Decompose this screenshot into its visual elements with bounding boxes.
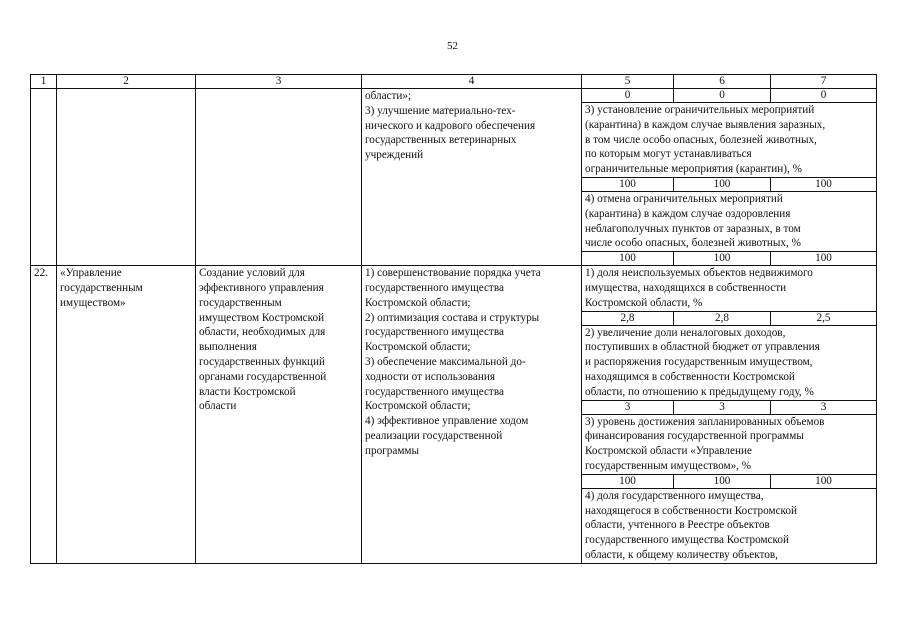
page-number: 52	[447, 40, 458, 52]
tasks-cell: области»; 3) улучшение материально-тех- нического и кадрового обеспечения государственных ветеринарных учреждений	[362, 89, 582, 266]
values-row: 2,8 2,8 2,5	[582, 312, 876, 326]
header-cell: 5	[582, 75, 674, 89]
header-cell: 6	[674, 75, 771, 89]
num-cell: 22.	[31, 266, 57, 564]
indicator-text: 4) отмена ограничительных мероприятий (карантина) в каждом случае оздоровления неблагополучных пунктов от заразных, в том числе особо опасных, болезней животных, %	[582, 192, 876, 252]
goal-cell: Создание условий для эффективного управления государственным имуществом Костромской области, необходимых для выполнения государственных функций органами государственной власти Костромской области	[196, 266, 362, 564]
indicators-cell	[582, 266, 877, 564]
indicator-text: 1) доля неиспользуемых объектов недвижимого имущества, находящихся в собственности Костромской области, %	[582, 266, 876, 311]
goal-cell	[196, 89, 362, 266]
program-table	[30, 74, 877, 564]
header-cell: 3	[196, 75, 362, 89]
num-cell	[31, 89, 57, 266]
indicator-text: 3) уровень достижения запланированных объемов финансирования государственной программы Костромской области «Управление государственным имуществом», %	[582, 415, 876, 475]
table-row	[31, 266, 877, 564]
values-row: 100 100 100	[582, 252, 876, 265]
values-row: 100 100 100	[582, 475, 876, 489]
indicators-cell	[582, 89, 877, 266]
header-cell: 4	[362, 75, 582, 89]
indicator-text: 4) доля государственного имущества, находящегося в собственности Костромской области, учтенного в Реестре объектов государственного имущества Костромской области, к общему количеству объектов,	[585, 489, 797, 561]
program-cell: «Управление государственным имуществом»	[57, 266, 196, 564]
table-row	[31, 89, 877, 266]
values-row: 0 0 0	[582, 89, 876, 103]
indicator-text: 3) установление ограничительных мероприятий (карантина) в каждом случае выявления заразных, в том числе особо опасных, болезней животных, по которым могут устанавливаться ограничительные мероприятия (карантин), %	[582, 103, 876, 178]
header-row	[31, 75, 877, 89]
header-cell: 2	[57, 75, 196, 89]
indicator-text: 2) увеличение доли неналоговых доходов, поступивших в областной бюджет от управления и распоряжения государственным имуществом, находящимся в собственности Костромской области, по отношению к предыдущему году, %	[582, 326, 876, 401]
values-row: 100 100 100	[582, 178, 876, 192]
header-cell: 7	[771, 75, 877, 89]
values-row: 3 3 3	[582, 401, 876, 415]
tasks-cell: 1) совершенствование порядка учета государственного имущества Костромской области; 2) оптимизация состава и структуры государственного имущества Костромской области; 3) обеспечение максимальной до- ходности от использования государственного имущества Костромской области; 4) эффективное управление ходом реализации государственной программы	[362, 266, 582, 564]
header-cell: 1	[31, 75, 57, 89]
program-cell	[57, 89, 196, 266]
